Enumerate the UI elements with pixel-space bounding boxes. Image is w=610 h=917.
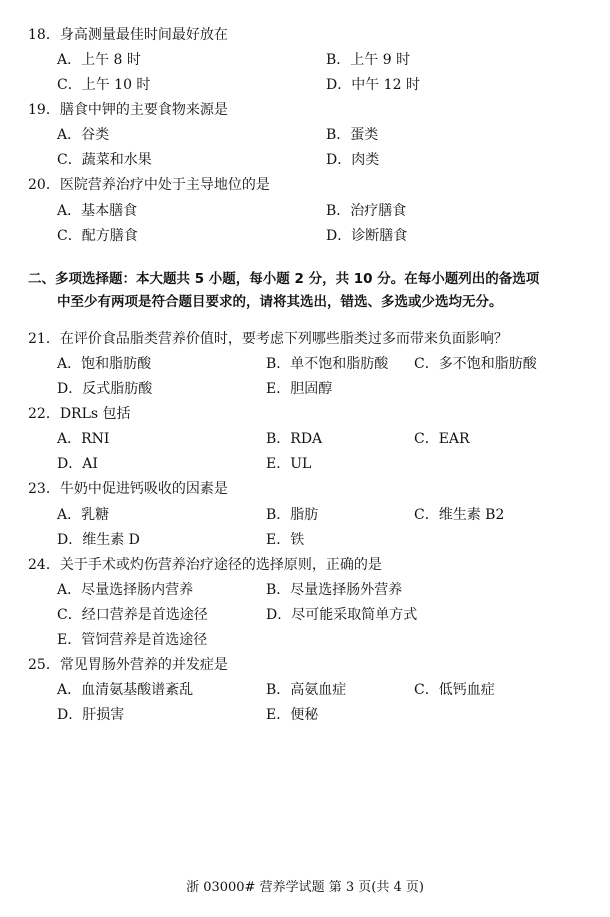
question-20-option-a: A．基本膳食 (57, 203, 138, 219)
question-21-stem: 21．在评价食品脂类营养价值时，要考虑下列哪些脂类过多而带来负面影响？ (28, 331, 508, 347)
question-22-option-d: D．AI (57, 456, 98, 472)
question-22-stem: 22．DRLs 包括 (28, 406, 131, 422)
question-20-option-d: D．诊断膳食 (326, 228, 408, 244)
question-23-stem: 23．牛奶中促进钙吸收的因素是 (28, 481, 228, 497)
question-22-option-e: E．UL (266, 456, 312, 472)
question-21-option-b: B．单不饱和脂肪酸 (266, 356, 389, 372)
question-25-option-a: A．血清氨基酸谱紊乱 (57, 682, 194, 698)
question-18-stem: 18．身高测量最佳时间最好放在 (28, 27, 228, 43)
question-21-option-d: D．反式脂肪酸 (57, 381, 153, 397)
question-24-option-e: E．管饲营养是首选途径 (57, 632, 208, 648)
section-2-heading-line-2: 中至少有两项是符合题目要求的，请将其选出，错选、多选或少选均无分。 (57, 294, 503, 310)
section-2-heading-line-1: 二、多项选择题：本大题共 5 小题，每小题 2 分，共 10 分。在每小题列出的备选项 (28, 271, 540, 287)
question-24-option-d: D．尽可能采取简单方式 (266, 607, 418, 623)
page-footer: 浙 03000# 营养学试题 第 3 页(共 4 页) (186, 880, 424, 895)
question-21-option-c: C．多不饱和脂肪酸 (414, 356, 537, 372)
question-23-option-d: D．维生素 D (57, 532, 140, 548)
question-19-option-c: C．蔬菜和水果 (57, 152, 152, 168)
question-19-option-a: A．谷类 (57, 127, 110, 143)
question-20-option-c: C．配方膳食 (57, 228, 138, 244)
question-22-option-a: A．RNI (57, 431, 110, 447)
question-24-option-c: C．经口营养是首选途径 (57, 607, 208, 623)
question-24-stem: 24．关于手术或灼伤营养治疗途径的选择原则，正确的是 (28, 557, 382, 573)
question-23-option-e: E．铁 (266, 532, 305, 548)
question-21-option-a: A．饱和脂肪酸 (57, 356, 152, 372)
question-18-option-d: D．中午 12 时 (326, 77, 420, 93)
question-25-option-d: D．肝损害 (57, 707, 125, 723)
question-18-option-a: A．上午 8 时 (57, 52, 141, 68)
question-18-option-c: C．上午 10 时 (57, 77, 151, 93)
question-25-option-e: E．便秘 (266, 707, 319, 723)
question-19-option-b: B．蛋类 (326, 127, 379, 143)
question-22-option-c: C．EAR (414, 431, 470, 447)
question-21-option-e: E．胆固醇 (266, 381, 333, 397)
question-19-stem: 19．膳食中钾的主要食物来源是 (28, 102, 228, 118)
question-19-option-d: D．肉类 (326, 152, 380, 168)
question-25-option-c: C．低钙血症 (414, 682, 495, 698)
question-23-option-c: C．维生素 B2 (414, 507, 505, 523)
question-22-option-b: B．RDA (266, 431, 323, 447)
question-25-option-b: B．高氨血症 (266, 682, 347, 698)
question-23-option-a: A．乳糖 (57, 507, 110, 523)
question-24-option-a: A．尽量选择肠内营养 (57, 582, 194, 598)
question-23-option-b: B．脂肪 (266, 507, 319, 523)
question-24-option-b: B．尽量选择肠外营养 (266, 582, 403, 598)
question-25-stem: 25．常见胃肠外营养的并发症是 (28, 657, 228, 673)
question-20-option-b: B．治疗膳食 (326, 203, 407, 219)
question-20-stem: 20．医院营养治疗中处于主导地位的是 (28, 177, 270, 193)
question-18-option-b: B．上午 9 时 (326, 52, 411, 68)
